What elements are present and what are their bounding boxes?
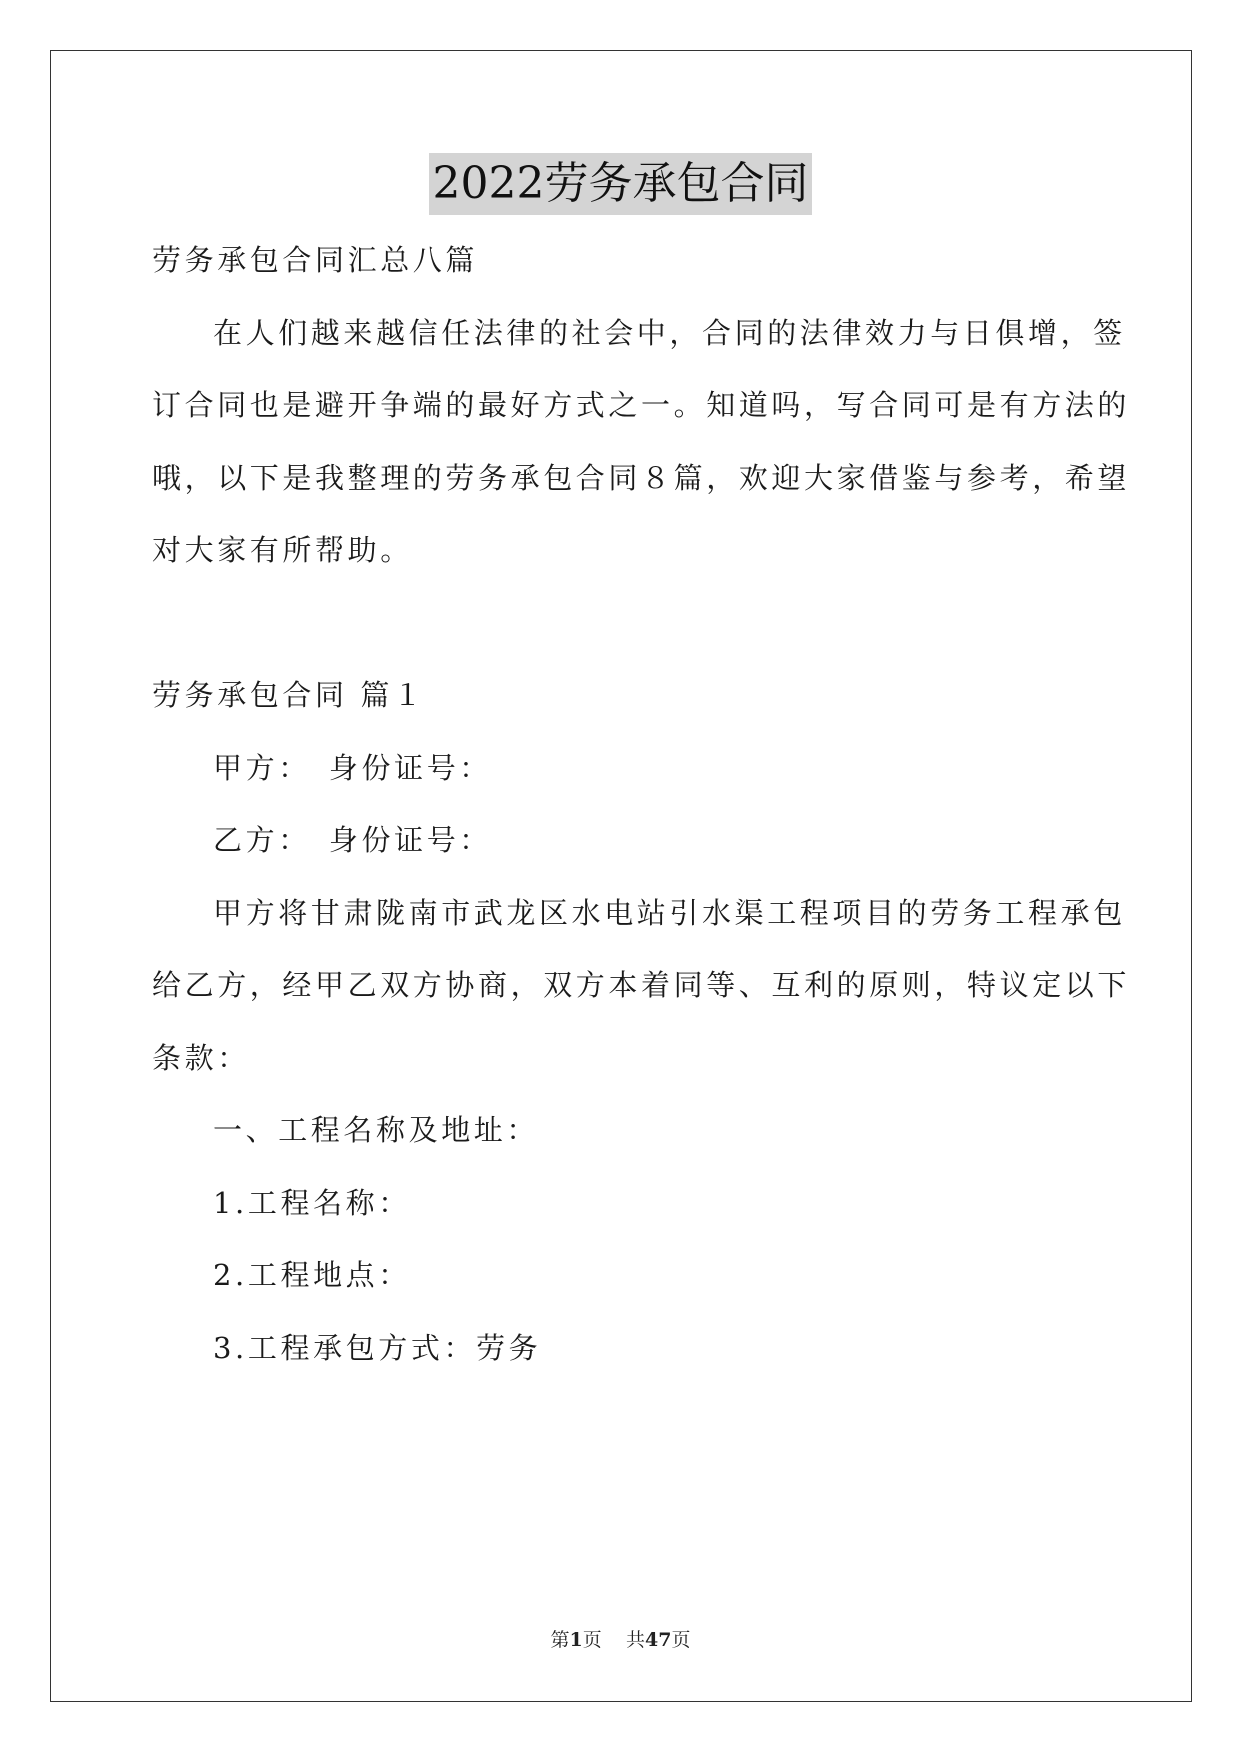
item-project-name: 1.工程名称： <box>213 1186 411 1220</box>
title-container <box>0 153 1241 215</box>
body-line-1: 甲方将甘肃陇南市武龙区水电站引水渠工程项目的劳务工程承包 <box>213 896 1126 930</box>
footer-prefix: 第 <box>550 1629 570 1651</box>
page-border <box>50 50 1192 1702</box>
intro-line-3: 哦，以下是我整理的劳务承包合同８篇，欢迎大家借鉴与参考，希望 <box>152 461 1131 495</box>
footer-page-number: 1 <box>569 1629 583 1651</box>
party-a-line: 甲方： 身份证号： <box>213 751 492 785</box>
intro-line-2: 订合同也是避开争端的最好方式之一。知道吗，写合同可是有方法的 <box>152 388 1131 422</box>
footer-page-suffix: 页 <box>582 1629 602 1651</box>
intro-line-1: 在人们越来越信任法律的社会中，合同的法律效力与日俱增，签 <box>213 316 1126 350</box>
clause-heading: 一、工程名称及地址： <box>213 1113 540 1147</box>
footer-total-prefix: 共 <box>625 1629 645 1651</box>
page-footer <box>0 1628 1241 1652</box>
item-project-location: 2.工程地点： <box>213 1258 411 1292</box>
intro-line-4: 对大家有所帮助。 <box>152 533 413 567</box>
item-contract-method: 3.工程承包方式：劳务 <box>213 1331 542 1365</box>
footer-total-pages: 47 <box>644 1629 672 1651</box>
party-b-line: 乙方： 身份证号： <box>213 823 492 857</box>
document-subtitle: 劳务承包合同汇总八篇 <box>152 243 479 277</box>
body-line-3: 条款： <box>152 1041 250 1075</box>
body-line-2: 给乙方，经甲乙双方协商，双方本着同等、互利的原则，特议定以下 <box>152 968 1131 1002</box>
document-title: 2022劳务承包合同 <box>429 153 813 215</box>
footer-total-suffix: 页 <box>671 1629 691 1651</box>
section-heading: 劳务承包合同 篇１ <box>152 678 426 712</box>
